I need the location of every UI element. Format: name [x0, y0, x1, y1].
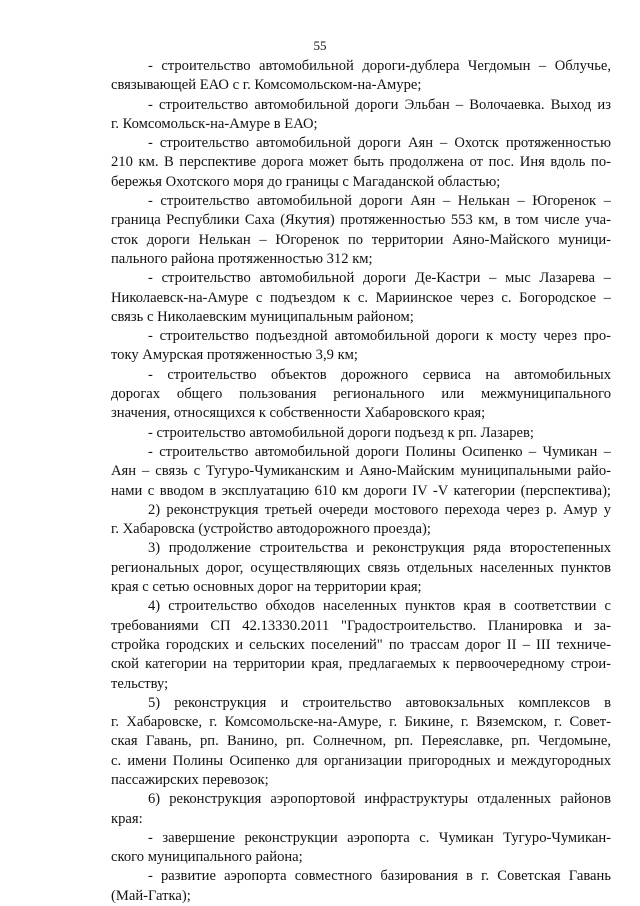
text-line: ского муниципального района;	[111, 849, 303, 866]
text-line: сток дороги Нелькан – Югоренок по территории Аяно-Майского муници-	[111, 231, 611, 248]
text-line: стройка городских и сельских поселений" по трассам дорог II – III техниче-	[111, 636, 611, 653]
text-line: - строительство автомобильной дороги Аян – Охотск протяженностью	[148, 135, 611, 152]
text-line: - развитие аэропорта совместного базирования в г. Советская Гавань	[148, 868, 611, 885]
text-line: - строительство объектов дорожного сервиса на автомобильных	[148, 366, 611, 383]
text-line: 210 км. В перспективе дорога может быть продолжена от пос. Иня вдоль по-	[111, 154, 611, 171]
text-line: 2) реконструкция третьей очереди мостового перехода через р. Амур у	[148, 501, 611, 518]
text-line: - строительство автомобильной дороги подъезд к рп. Лазарев;	[148, 424, 534, 441]
text-line: Аян – связь с Тугуро-Чумиканским и Аяно-Майским муниципальными райо-	[111, 463, 611, 480]
text-line: пального района протяженностью 312 км;	[111, 250, 373, 267]
text-line: ской категории на территории края, предлагаемых к первоочередному строи-	[111, 656, 611, 673]
text-line: связывающей ЕАО с г. Комсомольском-на-Амуре;	[111, 77, 422, 94]
text-line: - строительство автомобильной дороги Де-Кастри – мыс Лазарева –	[148, 270, 611, 287]
text-line: току Амурская протяженностью 3,9 км;	[111, 347, 358, 364]
text-line: (Май-Гатка);	[111, 887, 191, 904]
text-line: 5) реконструкция и строительство автовокзальных комплексов в	[148, 694, 611, 711]
text-line: - строительство подъездной автомобильной дороги к мосту через про-	[148, 328, 611, 345]
page-number: 55	[313, 38, 327, 53]
text-line: г. Хабаровске, г. Комсомольске-на-Амуре, г. Бикине, г. Вяземском, г. Совет-	[111, 714, 611, 731]
text-line: г. Хабаровска (устройство автодорожного проезда);	[111, 521, 431, 538]
text-line: ская Гавань, рп. Ванино, рп. Солнечном, рп. Переяславке, рп. Чегдомыне,	[111, 733, 611, 750]
text-line: 3) продолжение строительства и реконструкция ряда второстепенных	[148, 540, 611, 557]
text-line: граница Республики Саха (Якутия) протяженностью 553 км, в том числе уча-	[111, 212, 611, 229]
text-line: - строительство автомобильной дороги Аян – Нелькан – Югоренок –	[148, 193, 611, 210]
text-line: Николаевск-на-Амуре с подъездом к с. Мариинское через с. Богородское –	[111, 289, 611, 306]
text-line: нами с вводом в эксплуатацию 610 км дороги IV -V категории (перспектива);	[111, 482, 611, 499]
text-line: связь с Николаевским муниципальным районом;	[111, 308, 414, 325]
text-line: дорогах общего пользования регионального или межмуниципального	[111, 386, 611, 403]
text-line: края:	[111, 810, 143, 827]
text-line: значения, относящихся к собственности Хабаровского края;	[111, 405, 486, 422]
text-line: с. имени Полины Осипенко для организации пригородных и междугородных	[111, 752, 611, 769]
text-line: тельству;	[111, 675, 169, 692]
text-line: - строительство автомобильной дороги Полины Осипенко – Чумикан –	[148, 443, 611, 460]
text-line: 4) строительство обходов населенных пунктов края в соответствии с	[148, 598, 611, 615]
text-line: региональных дорог, осуществляющих связь отдельных населенных пунктов	[111, 559, 611, 576]
text-line: - завершение реконструкции аэропорта с. Чумикан Тугуро-Чумикан-	[148, 829, 611, 846]
text-line: пассажирских перевозок;	[111, 771, 269, 788]
text-line: бережья Охотского моря до границы с Магаданской областью;	[111, 173, 501, 190]
text-line: 6) реконструкция аэропортовой инфраструктуры отдаленных районов	[148, 791, 611, 808]
text-line: г. Комсомольск-на-Амуре в ЕАО;	[111, 115, 318, 132]
text-line: требованиями СП 42.13330.2011 "Градостроительство. Планировка и за-	[111, 617, 611, 634]
text-line: - строительство автомобильной дороги-дублера Чегдомын – Облучье,	[148, 58, 611, 74]
document-body	[111, 57, 611, 906]
text-line: - строительство автомобильной дороги Эльбан – Волочаевка. Выход из	[148, 96, 611, 113]
text-line: края с сетью основных дорог на территории края;	[111, 579, 422, 596]
